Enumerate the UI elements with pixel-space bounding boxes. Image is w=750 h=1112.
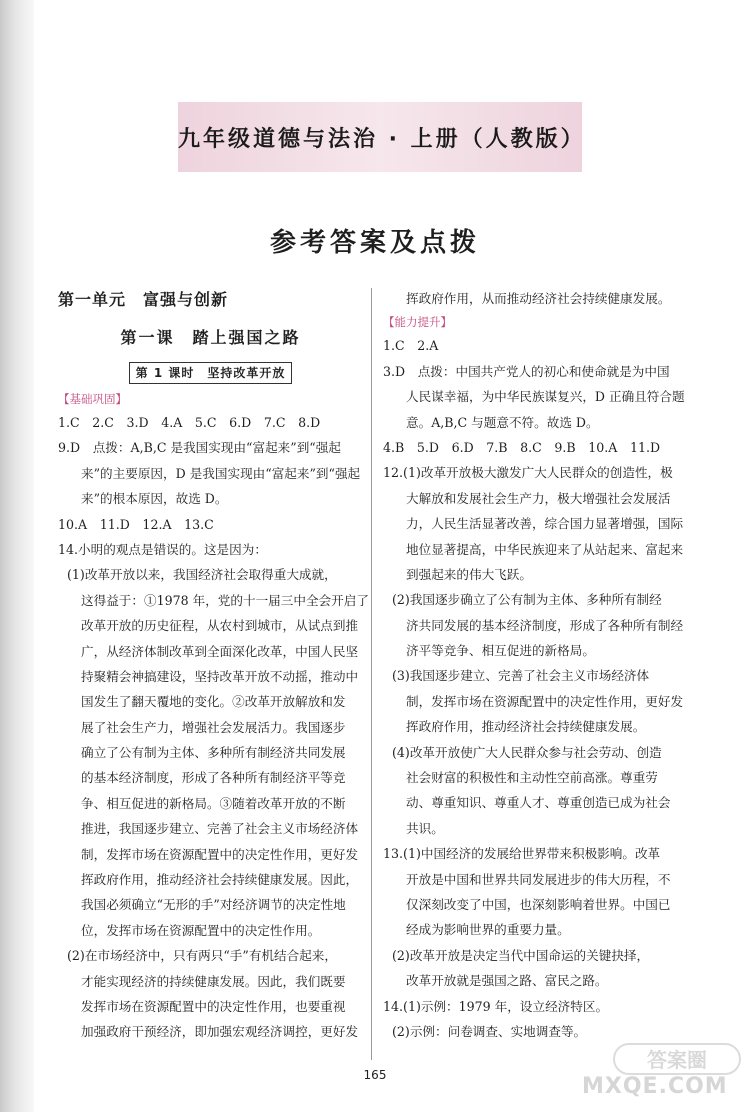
answer-line: 人民谋幸福，为中华民族谋复兴，D 正确且符合题: [406, 389, 685, 405]
answer-line: 改革开放的历史征程，从农村到城市，从试点到推: [81, 618, 359, 634]
answer-line: 1.C 2.C 3.D 4.A 5.C 6.D 7.C 8.D: [58, 415, 321, 430]
section-tag-basic: 【基础巩固】: [58, 392, 127, 406]
answer-line: 的基本经济制度，形成了各种所有制经济平等竞: [81, 770, 346, 786]
answer-line: 地位显著提高，中华民族迎来了从站起来、富起来: [406, 541, 684, 557]
answer-line: 广，从经济体制改革到全面深化改革，中国人民坚: [81, 643, 359, 659]
answer-line: 到强起来的伟大飞跃。: [406, 566, 532, 582]
answer-line: (2)改革开放是决定当代中国命运的关键抉择，: [392, 947, 650, 963]
answer-line: (2)示例：问卷调查、实地调查等。: [392, 1023, 587, 1039]
answer-line: 开放是中国和世界共同发展进步的伟大历程，不: [406, 871, 671, 887]
answer-line: 制，发挥市场在资源配置中的决定性作用，更好发: [81, 846, 359, 862]
answer-line: 这得益于：①1978 年，党的十一届三中全会开启了: [81, 592, 369, 608]
answer-line: 加强政府干预经济，即加强宏观经济调控，更好发: [81, 1024, 359, 1040]
answer-line: 力，人民生活显著改善，综合国力显著增强，国际: [406, 516, 684, 532]
answer-line: 济平等竞争、相互促进的新格局。: [406, 643, 595, 659]
answer-line: 社会财富的积极性和主动性空前高涨。尊重劳: [406, 770, 658, 786]
answer-line: 展了社会生产力，增强社会发展活力。我国逐步: [81, 719, 346, 735]
section-tag-advanced: 【能力提升】: [383, 315, 452, 330]
answer-line: (2)我国逐步确立了公有制为主体、多种所有制经: [392, 592, 662, 608]
answer-line: 10.A 11.D 12.A 13.C: [58, 516, 214, 532]
answer-line: 12.(1)改革开放极大激发广大人民群众的创造性，极: [383, 465, 673, 481]
answer-line: 9.D 点拨：A,B,C 是我国实现由“富起来”到“强起: [58, 440, 341, 456]
answer-line: 济共同发展的基本经济制度，形成了各种所有制经: [406, 617, 684, 633]
answer-line: 国发生了翻天覆地的变化。②改革开放解放和发: [81, 694, 346, 710]
answer-line: 挥政府作用，推动经济社会持续健康发展。: [406, 719, 646, 735]
answer-line: 来”的主要原因，D 是我国实现由“富起来”到“强起: [81, 465, 361, 481]
answer-line: 持聚精会神搞建设，坚持改革开放不动摇，推动中: [81, 668, 359, 684]
left-column: [58, 286, 369, 1045]
answer-line: 我国必须确立“无形的手”对经济调节的决定性地: [81, 897, 346, 913]
lesson-heading: 第一课 踏上强国之路: [120, 328, 301, 347]
answer-line: (1)改革开放以来，我国经济社会取得重大成就，: [67, 567, 337, 583]
answer-line: (2)在市场经济中，只有两只“手”有机结合起来，: [67, 948, 337, 964]
answer-line: 挥政府作用，从而推动经济社会持续健康发展。: [406, 291, 671, 306]
answer-line: 争、相互促进的新格局。③随着改革开放的不断: [81, 795, 346, 811]
title-banner: [178, 102, 586, 172]
answer-line: 14.(1)示例：1979 年，设立经济特区。: [383, 998, 609, 1014]
answer-line: 制，发挥市场在资源配置中的决定性作用，更好发: [406, 693, 684, 709]
answer-line: 大解放和发展社会生产力，极大增强社会发展活: [406, 490, 671, 506]
answer-line: 推进，我国逐步建立、完善了社会主义市场经济体: [81, 821, 359, 837]
answer-line: (3)我国逐步建立、完善了社会主义市场经济体: [392, 668, 650, 684]
watermark-text: MXQE.COM: [582, 1074, 728, 1099]
answer-line: 4.B 5.D 6.D 7.B 8.C 9.B 10.A 11.D: [383, 439, 661, 455]
answer-line: 3.D 点拨：中国共产党人的初心和使命就是为中国: [383, 363, 670, 379]
answer-line: 意。A,B,C 与题意不符。故选 D。: [406, 414, 599, 430]
answer-line: 发挥市场在资源配置中的决定性作用，也要重视: [81, 998, 346, 1014]
unit-heading: 第一单元 富强与创新: [58, 290, 229, 309]
answer-line: 14.小明的观点是错误的。这是因为：: [58, 541, 267, 557]
answer-line: 13.(1)中国经济的发展给世界带来积极影响。改革: [383, 846, 661, 862]
answer-line: 经成为影响世界的重要力量。: [406, 922, 570, 938]
answer-line: 共识。: [406, 820, 444, 836]
answer-line: 仅深刻改变了中国，也深刻影响着世界。中国已: [406, 896, 671, 912]
answer-line: 挥政府作用，推动经济社会持续健康发展。因此，: [81, 872, 359, 888]
answer-line: (4)改革开放使广大人民群众参与社会劳动、创造: [392, 744, 662, 760]
period-heading-wrap: [58, 360, 363, 384]
answer-line: 确立了公有制为主体、多种所有制经济共同发展: [81, 745, 346, 761]
watermark-logo-text: 答案圈: [647, 1048, 707, 1072]
book-binding-shadow: [0, 0, 34, 1112]
period-heading: 第 1 课时 坚持改革开放: [129, 362, 293, 384]
answer-line: 来”的根本原因，故选 D。: [81, 491, 228, 507]
answer-line: 1.C 2.A: [383, 338, 439, 354]
book-title: 九年级道德与法治 · 上册（人教版）: [178, 126, 586, 152]
watermark-logo: [612, 1040, 742, 1078]
answer-line: 改革开放就是强国之路、富民之路。: [406, 973, 608, 989]
answer-line: 位，发挥市场在资源配置中的决定性作用。: [81, 922, 321, 938]
right-column: [383, 286, 688, 1044]
column-divider: [371, 288, 372, 1060]
answer-line: 动、尊重知识、尊重人才、尊重创造已成为社会: [406, 795, 671, 811]
page-number: 165: [363, 1068, 387, 1082]
page-title: 参考答案及点拨: [269, 228, 480, 258]
answer-line: 才能实现经济的持续健康发展。因此，我们既要: [81, 973, 346, 989]
